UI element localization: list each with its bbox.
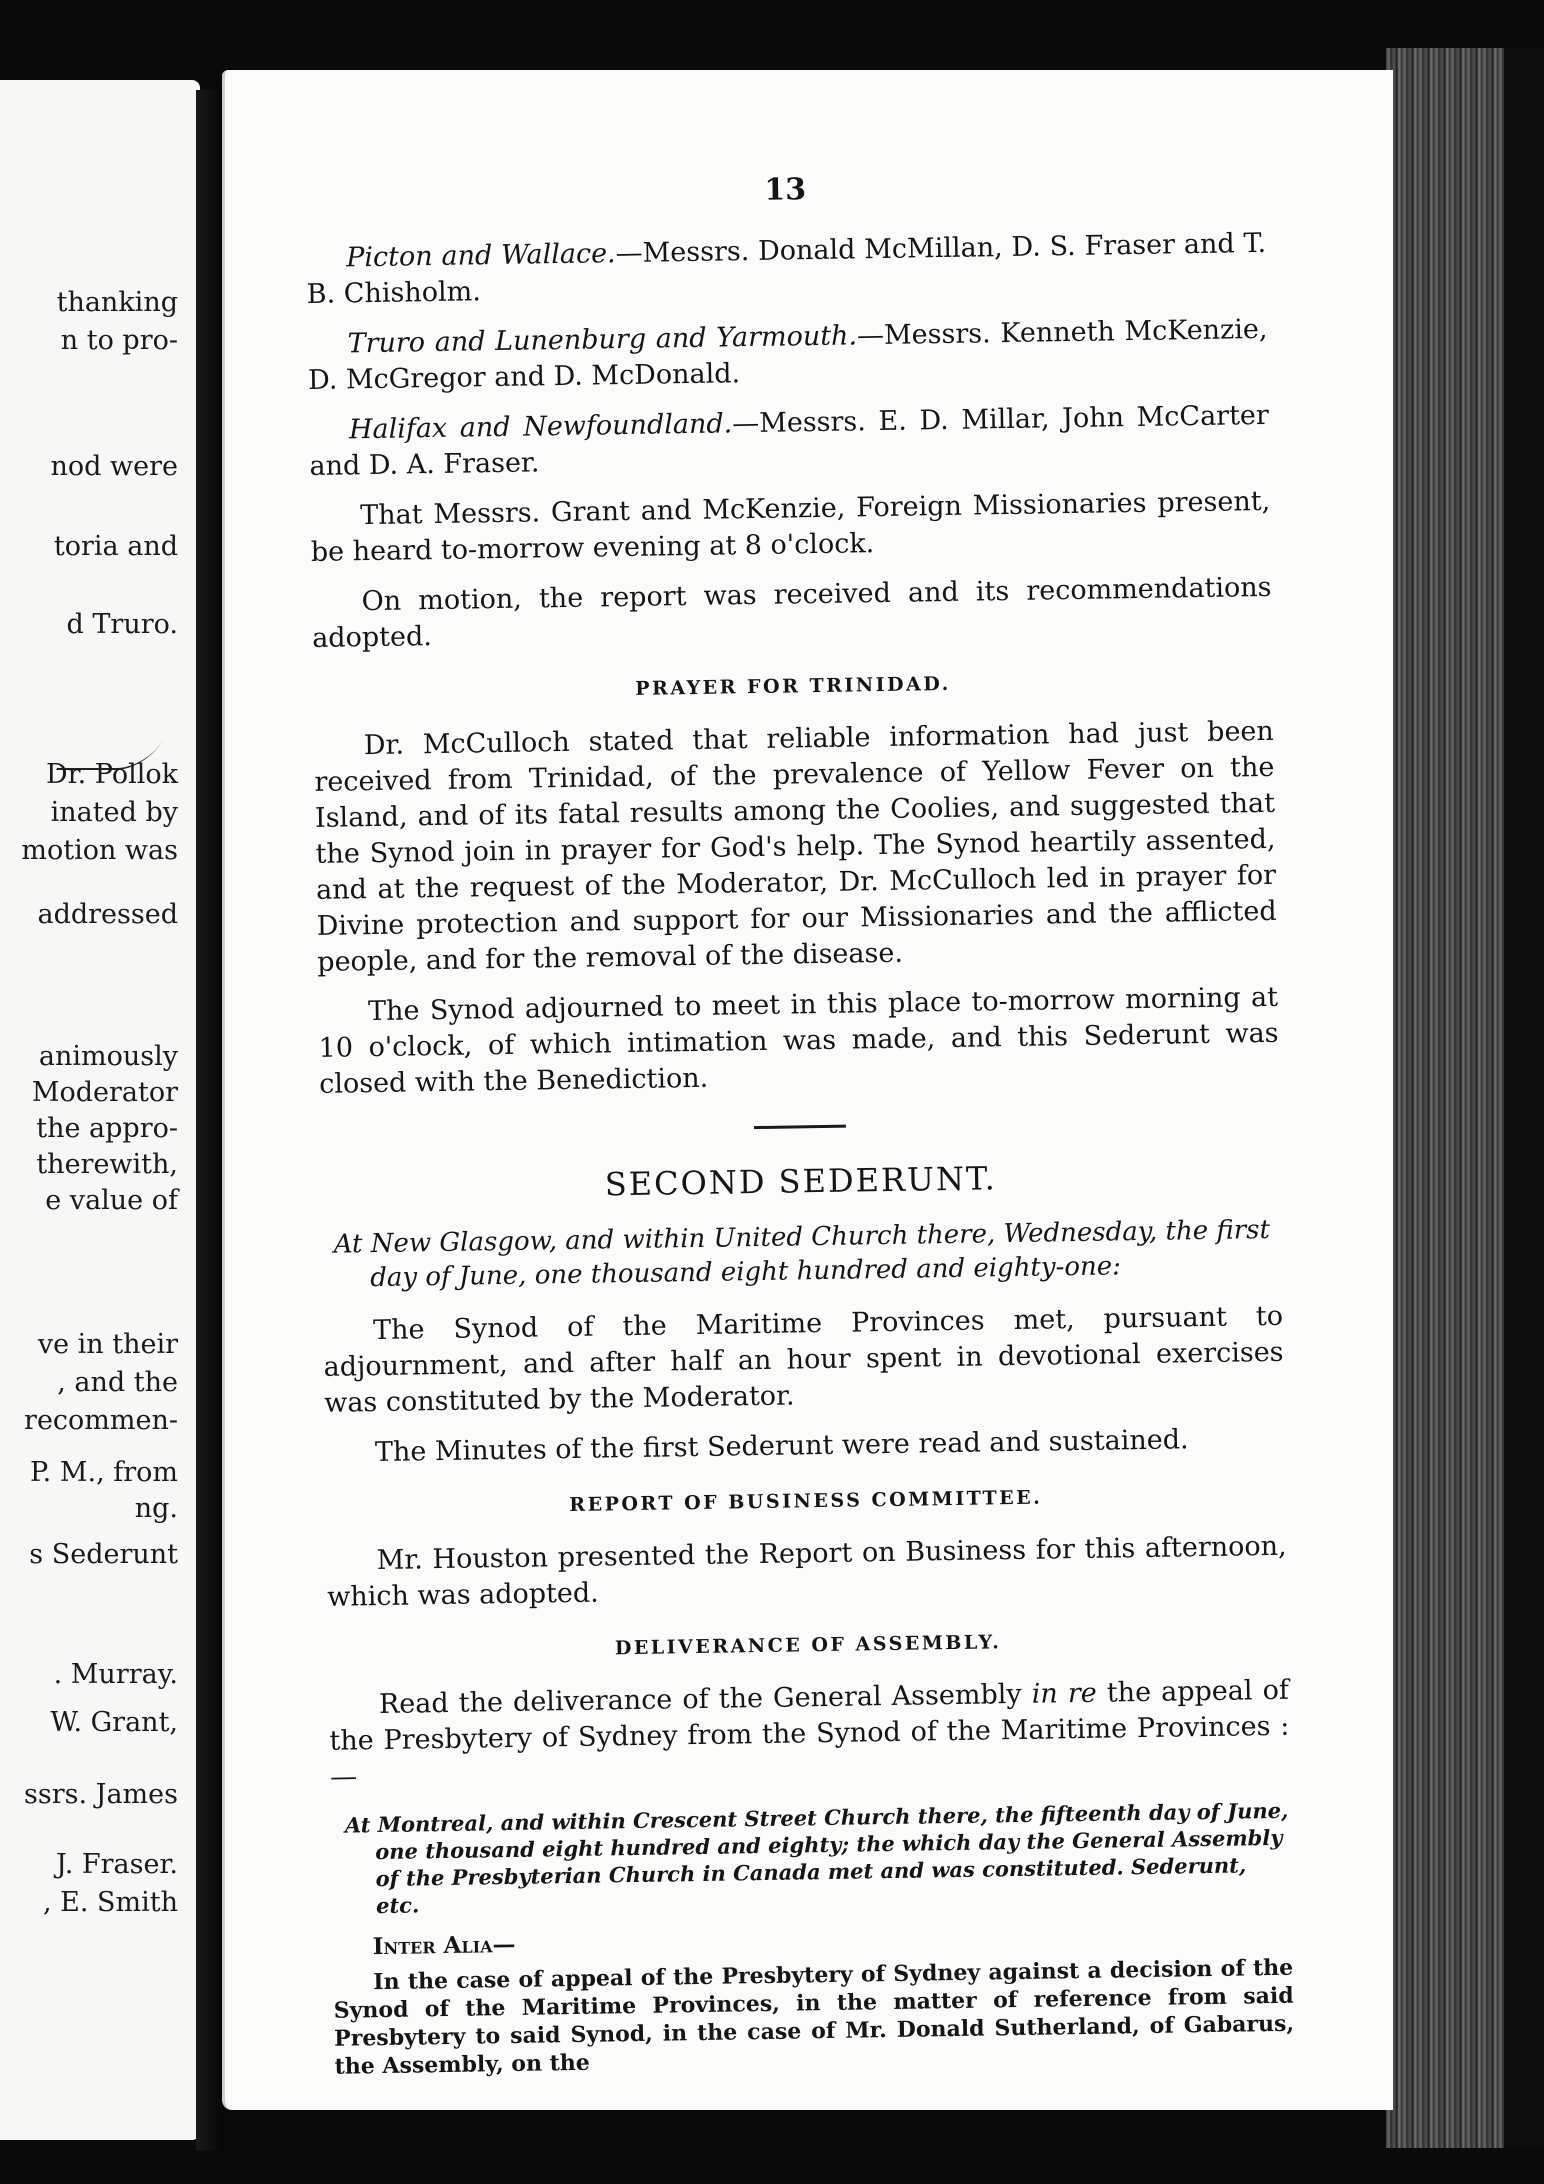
paragraph <box>306 226 1267 313</box>
paragraph-text: —Messrs. E. D. Millar, John McCarter and D. A. Fraser. <box>309 399 1270 482</box>
presbytery-name: Truro and Lunenburg and Yarmouth. <box>347 320 858 360</box>
left-text-line: W. Grant, <box>50 1707 178 1738</box>
section-heading: DELIVERANCE OF ASSEMBLY. <box>614 1631 1002 1660</box>
paragraph: On motion, the report was received and its recommendations adopted. <box>311 571 1272 654</box>
inter-alia-label: Inter Alia— <box>372 1930 516 1961</box>
left-text-line: therewith, <box>36 1149 178 1180</box>
paragraph: Dr. McCulloch stated that reliable information had just been received from Trinidad, of the prevalence of Yellow Fever on the Island, and of its fatal results among the Coolies, and suggested that the Synod join in prayer for God's help. The Synod heartily assented, and at the request of the Moderator, Dr. McCulloch led in prayer for Divine protection and support for our Missionaries and the afflicted people, and for the removal of the disease. <box>314 715 1277 978</box>
book-gutter <box>196 90 224 2150</box>
paragraph <box>329 1673 1291 1796</box>
right-page <box>222 70 1393 2110</box>
left-text-line: the appro- <box>36 1113 178 1144</box>
left-text-line: J. Fraser. <box>56 1849 178 1880</box>
left-text-line: ng. <box>134 1493 178 1524</box>
section-divider <box>754 1125 846 1129</box>
paragraph-text: the appeal of the Presbytery of Sydney from the Synod of the Maritime Provinces :— <box>329 1674 1290 1793</box>
paragraph: That Messrs. Grant and McKenzie, Foreign Missionaries present, be heard to-morrow evening at 8 o'clock. <box>310 485 1271 568</box>
paragraph <box>307 312 1268 399</box>
left-text-line: animously <box>38 1041 178 1072</box>
presbytery-name: Picton and Wallace. <box>345 238 616 274</box>
left-text-line: . Murray. <box>53 1659 178 1690</box>
left-text-line: addressed <box>37 899 178 930</box>
sederunt-intro: At New Glasgow, and within United Church there, Wednesday, the first day of June, one thousand eight hundred and eighty-one: <box>333 1214 1271 1294</box>
left-text-line: toria and <box>53 531 178 562</box>
left-text-line: Dr. Pollok <box>46 759 178 790</box>
paragraph: The Synod adjourned to meet in this place to-morrow morning at 10 o'clock, of which intimation was made, and this Sederunt was closed with the Benediction. <box>318 981 1279 1100</box>
paragraph-text: —Messrs. Donald McMillan, D. S. Fraser and T. B. Chisholm. <box>306 227 1267 310</box>
latin-phrase: in re <box>1031 1677 1097 1710</box>
left-text-line: ve in their <box>37 1329 178 1360</box>
left-text-line: recommen- <box>24 1405 178 1436</box>
sederunt-title: SECOND SEDERUNT. <box>604 1159 998 1204</box>
paragraph: The Synod of the Maritime Provinces met, pursuant to adjournment, and after half an hour spent in devotional exercises was constituted by the Moderator. <box>323 1300 1284 1419</box>
paragraph <box>309 398 1270 485</box>
left-text-line: thanking <box>56 287 178 318</box>
page-content <box>305 165 1295 2081</box>
left-text-line: nod were <box>50 451 178 482</box>
page-edges <box>1386 48 1544 2148</box>
paragraph-text: Read the deliverance of the General Assembly <box>378 1678 1032 1721</box>
section-heading: REPORT OF BUSINESS COMMITTEE. <box>569 1486 1043 1517</box>
left-text-line: P. M., from <box>29 1457 178 1488</box>
left-text-line: ssrs. James <box>24 1779 178 1810</box>
left-text-line: s Sederunt <box>29 1539 178 1570</box>
left-text-line: n to pro- <box>60 325 178 356</box>
left-text-line: inated by <box>50 797 178 828</box>
left-text-line: d Truro. <box>66 609 178 640</box>
presbytery-name: Halifax and Newfoundland. <box>348 408 733 446</box>
quoted-minute-intro: At Montreal, and within Crescent Street Church there, the fifteenth day of June, one thousand eight hundred and eighty; the which day the General Assembly of the Presbyterian Church in Canada met and was constituted. Sederunt, etc. <box>344 1797 1289 1919</box>
paragraph: The Minutes of the first Sederunt were read and sustained. <box>374 1424 1189 1469</box>
paragraph-text: —Messrs. Kenneth McKenzie, D. McGregor and D. McDonald. <box>307 313 1268 396</box>
left-facing-page <box>0 80 200 2140</box>
left-text-line: , and the <box>57 1367 178 1398</box>
section-heading: PRAYER FOR TRINIDAD. <box>635 672 951 700</box>
left-text-line: Moderator <box>31 1077 178 1108</box>
page-number: 13 <box>764 172 807 208</box>
paragraph: Mr. Houston presented the Report on Business for this afternoon, which was adopted. <box>327 1530 1287 1613</box>
quoted-minute-text: In the case of appeal of the Presbytery of Sydney against a decision of the Synod of the Maritime Provinces, in the matter of reference from said Presbytery to said Synod, in the case of Mr. Donald Sutherland, of Gabarus, the Assembly, on the <box>333 1954 1295 2080</box>
left-text-line: e value of <box>45 1185 178 1216</box>
left-text-line: , E. Smith <box>42 1887 178 1918</box>
left-text-line: motion was <box>21 835 178 866</box>
